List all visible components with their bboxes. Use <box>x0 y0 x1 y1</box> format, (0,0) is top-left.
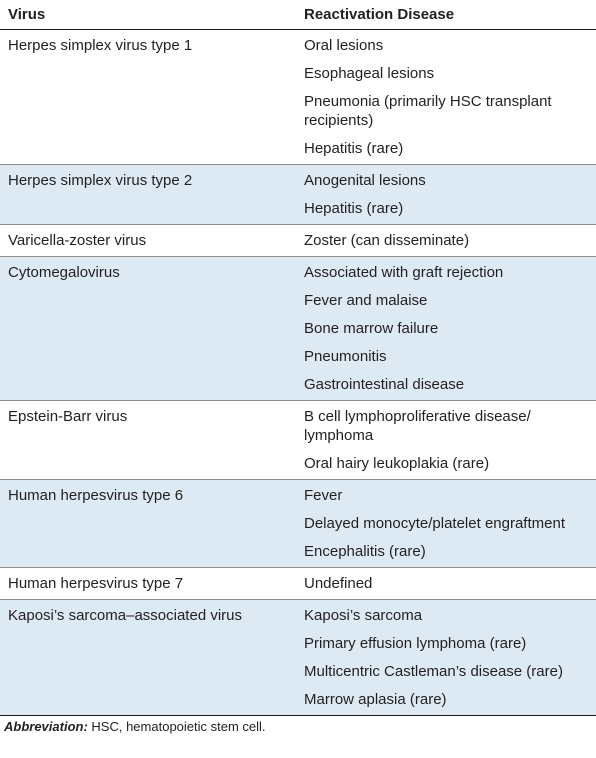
disease-item: Hepatitis (rare) <box>304 140 404 157</box>
virus-cell: Herpes simplex virus type 2 <box>0 165 298 225</box>
disease-cell <box>298 401 596 480</box>
table-footnote <box>0 716 596 735</box>
disease-item: Primary effusion lymphoma (rare) <box>304 635 527 652</box>
table-row <box>0 257 596 401</box>
disease-cell <box>298 480 596 568</box>
disease-item: Delayed monocyte/platelet engraftment <box>304 515 565 532</box>
virus-cell: Varicella-zoster virus <box>0 225 298 257</box>
table-row <box>0 401 596 480</box>
virus-cell: Human herpesvirus type 7 <box>0 568 298 600</box>
disease-item: Fever <box>304 487 343 504</box>
disease-item: Oral hairy leukoplakia (rare) <box>304 455 490 472</box>
table-row <box>0 480 596 568</box>
virus-cell: Epstein-Barr virus <box>0 401 298 480</box>
disease-cell <box>298 30 596 165</box>
table-row <box>0 30 596 165</box>
table-row <box>0 568 596 600</box>
disease-item: Bone marrow failure <box>304 320 439 337</box>
disease-item: Pneumonia (primarily HSC transplant recipients) <box>304 93 552 129</box>
disease-item: Hepatitis (rare) <box>304 200 404 217</box>
disease-item: Pneumonitis <box>304 348 387 365</box>
header-virus: Virus <box>0 0 298 30</box>
disease-item: Oral lesions <box>304 37 384 54</box>
virus-cell: Kaposi’s sarcoma–associated virus <box>0 600 298 716</box>
footnote-text: HSC, hematopoietic stem cell. <box>87 719 266 734</box>
disease-item: Encephalitis (rare) <box>304 543 426 560</box>
disease-item: Anogenital lesions <box>304 172 426 189</box>
disease-cell <box>298 600 596 716</box>
disease-item: Marrow aplasia (rare) <box>304 691 447 708</box>
table-row <box>0 600 596 716</box>
disease-item: Zoster (can disseminate) <box>304 232 470 249</box>
disease-item: Associated with graft rejection <box>304 264 504 281</box>
disease-item: B cell lymphoproliferative disease/ lymphoma <box>304 408 531 444</box>
disease-item: Multicentric Castleman’s disease (rare) <box>304 663 563 680</box>
disease-item: Fever and malaise <box>304 292 428 309</box>
virus-cell: Herpes simplex virus type 1 <box>0 30 298 165</box>
table-row <box>0 165 596 225</box>
disease-cell <box>298 568 596 600</box>
footnote-label: Abbreviation: <box>4 719 88 734</box>
disease-item: Undefined <box>304 575 373 592</box>
virus-cell: Cytomegalovirus <box>0 257 298 401</box>
header-reactivation-disease: Reactivation Disease <box>298 0 596 30</box>
disease-item: Gastrointestinal disease <box>304 376 465 393</box>
disease-cell <box>298 165 596 225</box>
disease-item: Kaposi’s sarcoma <box>304 607 423 624</box>
disease-item: Esophageal lesions <box>304 65 435 82</box>
table-header-row <box>0 0 596 30</box>
disease-cell <box>298 257 596 401</box>
table-row <box>0 225 596 257</box>
table-body <box>0 30 596 716</box>
virus-cell: Human herpesvirus type 6 <box>0 480 298 568</box>
disease-cell <box>298 225 596 257</box>
